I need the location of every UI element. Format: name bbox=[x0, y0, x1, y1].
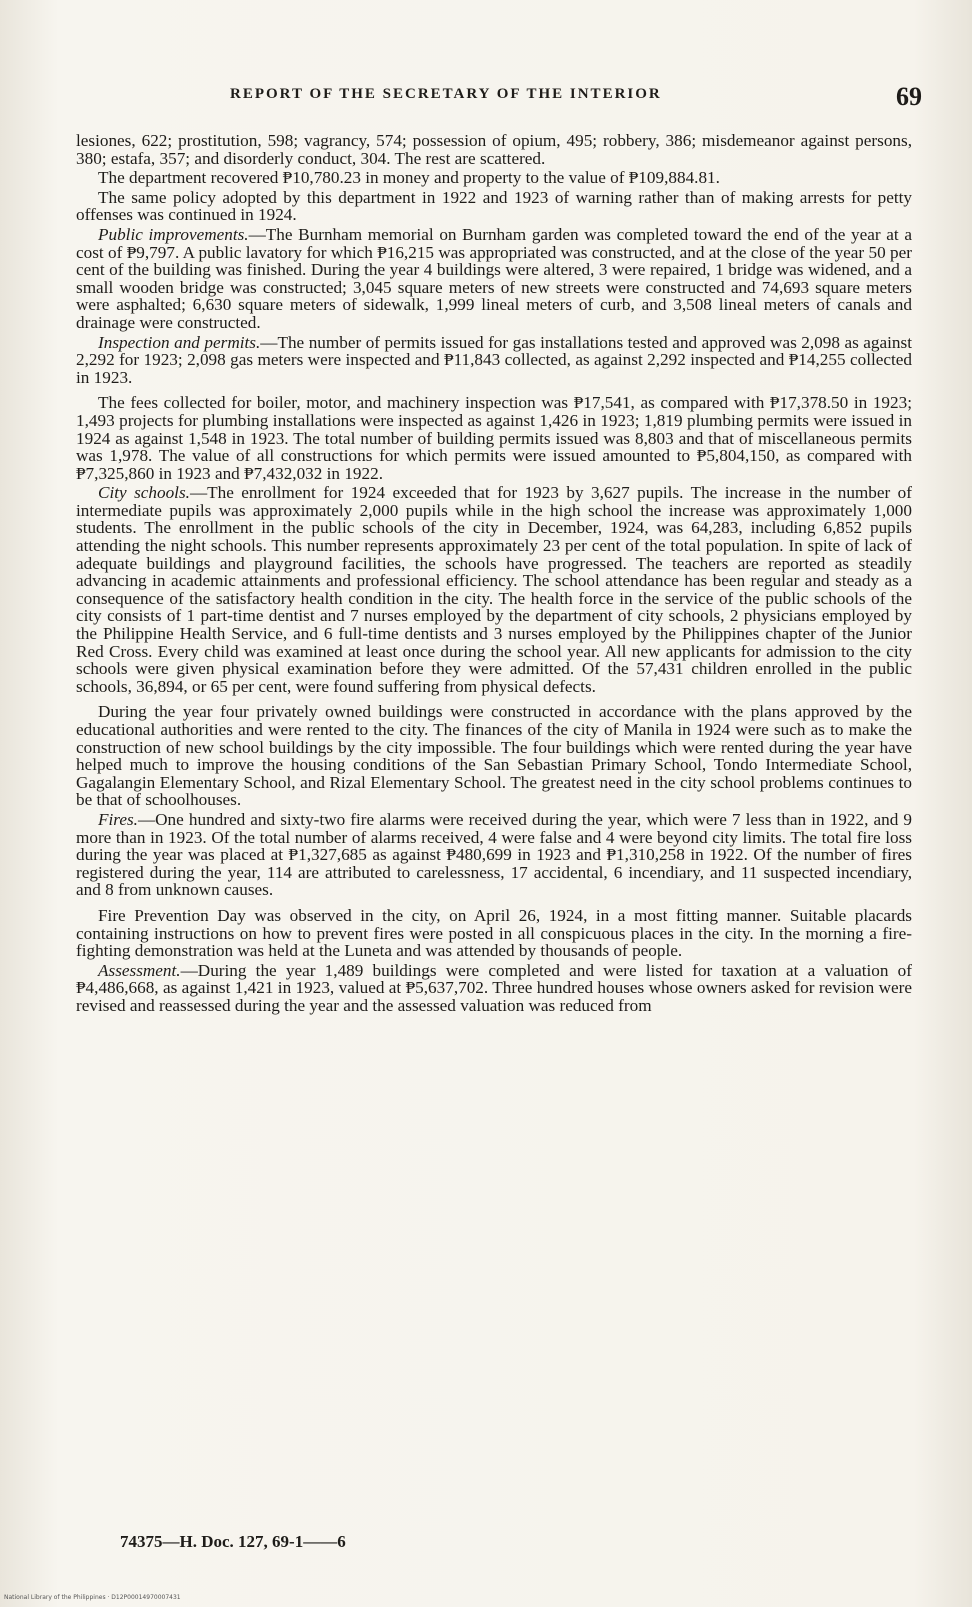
paragraph: City schools.—The enrollment for 1924 exceeded that for 1923 by 3,627 pupils. The increase in the number of intermediate pupils was approximately 2,000 pupils while in the high school the increase was approximately 1,000 students. The enrollment in the public schools of the city in December, 1924, was 64,283, including 6,852 pupils attending the night schools. This number represents approximately 23 per cent of the total population. In spite of lack of adequate buildings and playground facilities, the schools have progressed. The teachers are reported as steadily advancing in academic attainments and professional efficiency. The school attendance has been regular and steady as a consequence of the satisfactory health condition in the city. The health force in the service of the public schools of the city consists of 1 part-time dentist and 7 nurses employed by the department of city schools, 2 physicians employed by the Philippine Health Service, and 6 full-time dentists and 3 nurses employed by the Philippines chapter of the Junior Red Cross. Every child was examined at least once during the school year. All new applicants for admission to the city schools were given physical examination before they were admitted. Of the 57,431 children enrolled in the public schools, 36,894, or 65 per cent, were found suffering from physical defects. bbox=[76, 483, 912, 696]
paragraph: During the year four privately owned buildings were constructed in accordance with the plans approved by the educational authorities and were rented to the city. The finances of the city of Manila in 1924 were such as to make the construction of new school buildings by the city impossible. The four buildings which were rented during the year have helped much to improve the housing conditions of the San Sebastian Primary School, Tondo Intermediate School, Gagalangin Elementary School, and Rizal Elementary School. The greatest need in the city school problems continues to be that of schoolhouses. bbox=[76, 702, 912, 810]
paragraph: Public improvements.—The Burnham memorial on Burnham garden was completed toward the end of the year at a cost of ₱9,797. A public lavatory for which ₱16,215 was appropriated was constructed, and at the close of the year 50 per cent of the building was finished. During the year 4 buildings were altered, 3 were repaired, 1 bridge was widened, and a small wooden bridge was constructed; 3,045 square meters of new streets were constructed and 74,693 square meters were asphalted; 6,630 square meters of sidewalk, 1,999 lineal meters of curb, and 3,508 lineal meters of canals and drainage were constructed. bbox=[76, 224, 912, 332]
paragraph: Assessment.—During the year 1,489 buildings were completed and were listed for taxation at a valuation of ₱4,486,668, as against 1,421 in 1923, valued at ₱5,637,702. Three hundred houses whose owners asked for revision were revised and reassessed during the year and the assessed valuation was reduced from bbox=[76, 960, 912, 1015]
section-heading: Public improvements. bbox=[98, 224, 249, 244]
paragraph: Fire Prevention Day was observed in the city, on April 26, 1924, in a most fitting manner. Suitable placards containing instructions on how to prevent fires were posted in all conspicuous places in the city. In the morning a fire-fighting demonstration was held at the Luneta and was attended by thousands of people. bbox=[76, 905, 912, 961]
paragraph: The same policy adopted by this department in 1922 and 1923 of warning rather than of making arrests for petty offenses was continued in 1924. bbox=[76, 187, 912, 225]
section-heading: Fires. bbox=[98, 809, 138, 829]
section-heading: Assessment. bbox=[98, 960, 181, 980]
paragraph: Fires.—One hundred and sixty-two fire alarms were received during the year, which were 7 less than in 1922, and 9 more than in 1923. Of the total number of alarms received, 4 were false and 4 were beyond city limits. The total fire loss during the year was placed at ₱1,327,685 as against ₱480,699 in 1923 and ₱1,310,258 in 1922. Of the number of fires registered during the year, 114 are attributed to carelessness, 17 accidental, 6 incendiary, and 11 suspected incendiary, and 8 from unknown causes. bbox=[76, 809, 912, 900]
paragraph: The fees collected for boiler, motor, and machinery inspection was ₱17,541, as compared with ₱17,378.50 in 1923; 1,493 projects for plumbing installations were inspected as against 1,426 in 1923; 1,819 plumbing permits were issued in 1924 as against 1,548 in 1923. The total number of building permits issued was 8,803 and that of miscellaneous permits was 1,978. The value of all constructions for which permits were issued amounted to ₱5,804,150, as compared with ₱7,325,860 in 1923 and ₱7,432,032 in 1922. bbox=[76, 393, 912, 483]
paragraph: The department recovered ₱10,780.23 in money and property to the value of ₱109,884.81. bbox=[98, 168, 720, 188]
running-title: REPORT OF THE SECRETARY OF THE INTERIOR bbox=[230, 86, 662, 102]
scan-credit: National Library of the Philippines · D12P00014970007431 bbox=[4, 1594, 181, 1601]
page-number: 69 bbox=[896, 82, 922, 111]
section-heading: City schools. bbox=[98, 483, 190, 503]
paragraph: Inspection and permits.—The number of permits issued for gas installations tested and approved was 2,098 as against 2,292 for 1923; 2,098 gas meters were inspected and ₱11,843 collected, as against 2,292 inspected and ₱14,255 collected in 1923. bbox=[76, 332, 912, 387]
footer-signature: 74375—H. Doc. 127, 69-1——6 bbox=[120, 1532, 346, 1551]
section-heading: Inspection and permits. bbox=[98, 332, 261, 352]
body-text bbox=[76, 132, 912, 1015]
paragraph: lesiones, 622; prostitution, 598; vagrancy, 574; possession of opium, 495; robbery, 386; misdemeanor against persons, 380; estafa, 357; and disorderly conduct, 304. The rest are scattered. bbox=[76, 131, 912, 168]
